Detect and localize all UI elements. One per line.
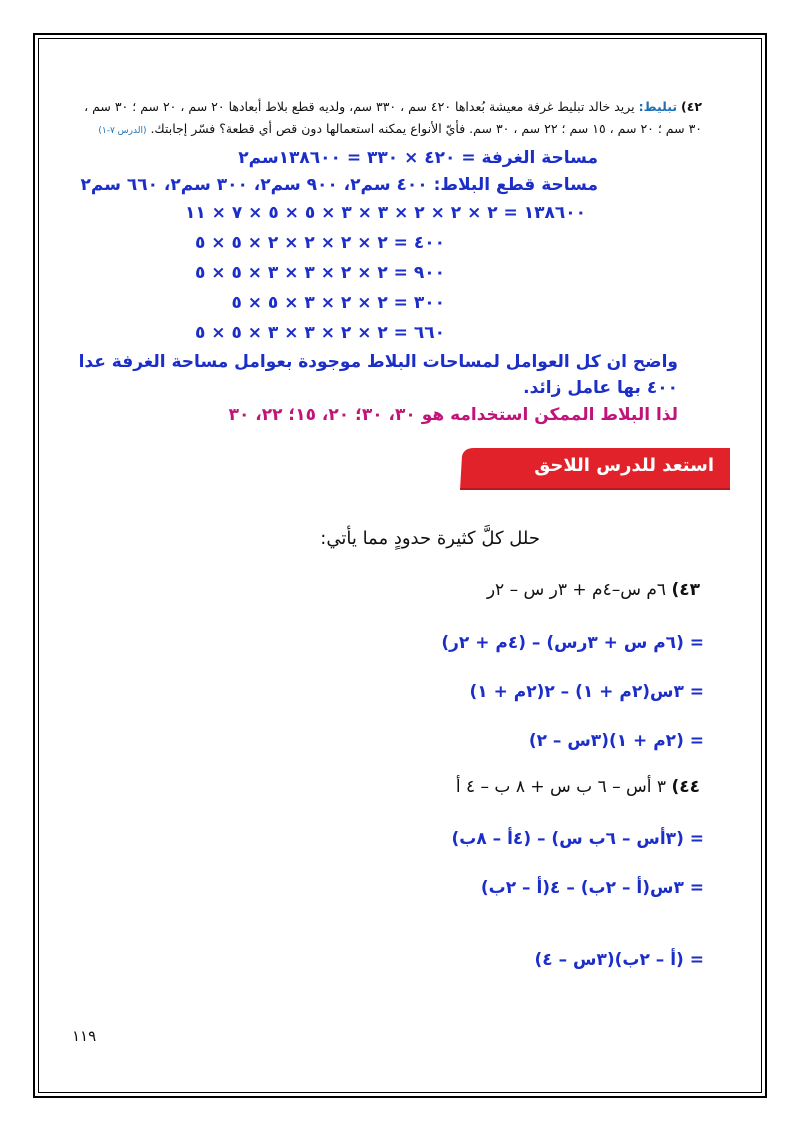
factor-660: ٦٦٠ = ٢ × ٢ × ٣ × ٣ × ٥ × ٥ — [194, 323, 445, 343]
problem-42-text: يريد خالد تبليط غرفة معيشة بُعداها ٤٢٠ سم ، ٣٣٠ سم، ولديه قطع بلاط أبعادها ٢٠ سم ، ٢٠ سم ؛ ٣٠ سم ، ٣٠ سم ؛ ٢٠ سم ، ١٥ سم ؛ ٢٢ سم ، ٣٠ سم. فأيّ الأنواع يمكنه استعمالها دون قص أي قطعة؟ فسّر إجابتك. — [84, 99, 702, 136]
problem-43-step-1: = (٦م س + ٣رس) – (٤م + ٢ر) — [441, 633, 704, 653]
problem-43-step-3: = (٢م + ١)(٣س – ٢) — [528, 731, 704, 751]
tile-areas-line: مساحة قطع البلاط: ٤٠٠ سم٢، ٩٠٠ سم٢، ٣٠٠ سم٢، ٦٦٠ سم٢ — [80, 175, 598, 195]
problem-44-expression: ٣ أس – ٦ ب س + ٨ ب – ٤ أ — [455, 777, 667, 797]
problem-43-step-2: = ٣س(٢م + ١) – ٢(٢م + ١) — [469, 682, 704, 702]
page-border-inner — [38, 38, 762, 1093]
problem-42-keyword: تبليط: — [638, 99, 678, 114]
problem-44-question — [456, 777, 700, 797]
factor-400: ٤٠٠ = ٢ × ٢ × ٢ × ٢ × ٥ × ٥ — [194, 233, 445, 253]
room-area-line: مساحة الغرفة = ٤٢٠ × ٣٣٠ = ١٣٨٦٠٠سم٢ — [238, 148, 598, 168]
page-number: ١١٩ — [72, 1027, 97, 1045]
lesson-reference: (الدرس ٧-١) — [98, 126, 147, 136]
problem-43-number: ٤٣) — [671, 580, 700, 600]
problem-44-step-2: = ٣س(أ – ٢ب) – ٤(أ – ٢ب) — [480, 878, 704, 898]
problem-44-step-3: = (أ – ٢ب)(٣س – ٤) — [534, 950, 704, 970]
section-banner-title: استعد للدرس اللاحق — [534, 455, 714, 476]
problem-43-expression: ٦م س–٤م + ٣ر س – ٢ر — [486, 580, 667, 600]
problem-42-number: ٤٢) — [681, 99, 702, 114]
conclusion-line: لذا البلاط الممكن استخدامه هو ٣٠، ٣٠؛ ٢٠، ١٥؛ ٢٢، ٣٠ — [228, 405, 678, 425]
problem-42-statement — [70, 96, 702, 142]
explanation-line-1: واضح ان كل العوامل لمساحات البلاط موجودة بعوامل مساحة الغرفة عدا — [78, 352, 678, 372]
section-instruction: حلل كلَّ كثيرة حدودٍ مما يأتي: — [320, 528, 540, 549]
factor-138600: ١٣٨٦٠٠ = ٢ × ٢ × ٢ × ٣ × ٣ × ٥ × ٥ × ٧ × ١١ — [185, 203, 586, 223]
factor-300: ٣٠٠ = ٢ × ٢ × ٣ × ٥ × ٥ — [231, 293, 445, 313]
explanation-line-2: ٤٠٠ بها عامل زائد. — [523, 378, 678, 398]
problem-44-step-1: = (٣أس – ٦ب س) – (٤أ – ٨ب) — [451, 829, 704, 849]
problem-43-question — [487, 580, 700, 600]
factor-900: ٩٠٠ = ٢ × ٢ × ٣ × ٣ × ٥ × ٥ — [194, 263, 445, 283]
problem-44-number: ٤٤) — [671, 777, 700, 797]
